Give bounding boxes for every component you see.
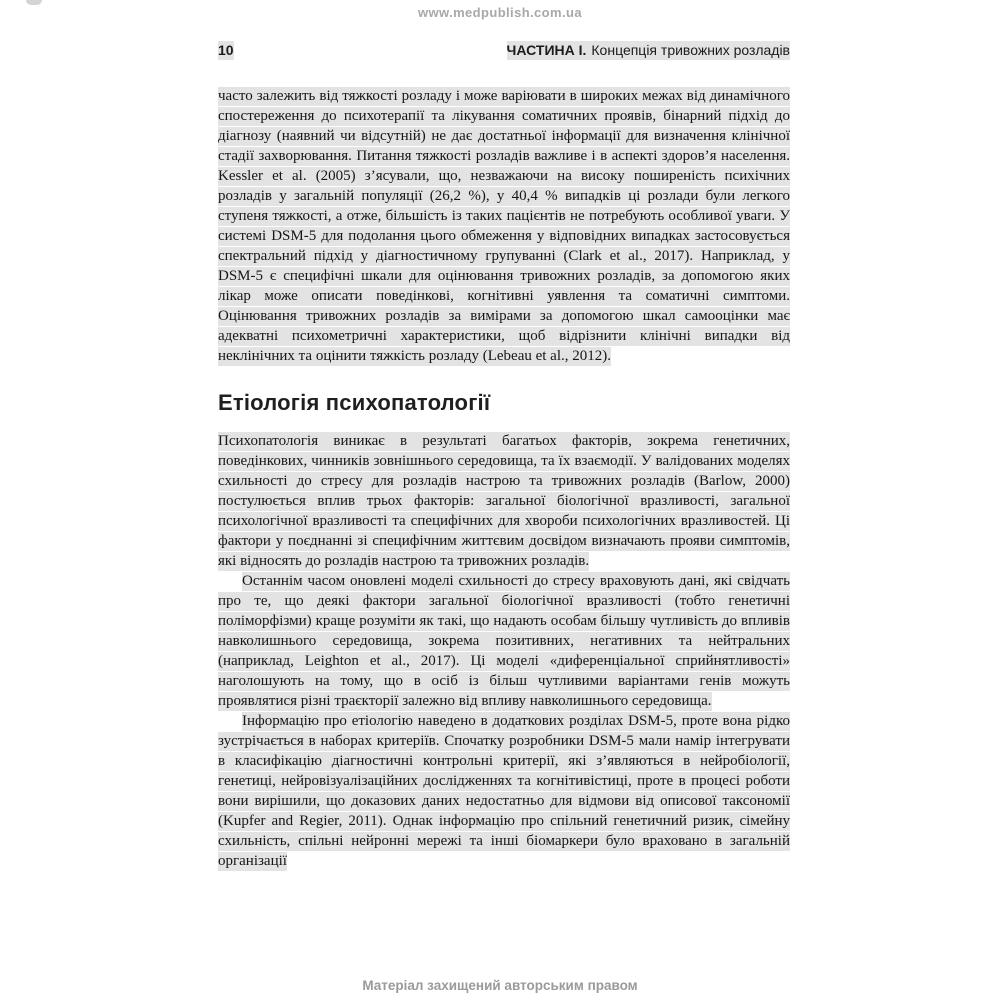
part-label: ЧАСТИНА І. [506, 42, 587, 58]
paragraph-text: часто залежить від тяжкості розладу і може варіювати в широких межах від динамічного спостереження до психотерапії та лікування соматичних проявів, бінарний підхід до діагнозу (наявний чи відсутній) не дає достатньої інформації для визначення клінічної стадії захворювання. Питання тяжкості розладів важливе і в аспекті здоров’я населення. Kessler et al. (2005) з’ясували, що, незважаючи на високу поширеність психічних розладів у загальній популяції (26,2 %), у 40,4 % випадків ці розлади були легкого ступеня тяжкості, а отже, більшість із таких пацієнтів не потребують особливої уваги. У системі DSM-5 для подолання цього обмеження у відповідних випадках застосовується спектральний підхід у діагностичному групуванні (Clark et al., 2017). Наприклад, у DSM-5 є специфічні шкали для оцінювання тривожних розладів, за допомогою яких лікар може описати поведінкові, когнітивні уявлення та соматичні симптоми. Оцінювання тривожних розладів за вимірами за допомогою шкал самооцінки має адекватні психометричні характеристики, щоб відрізнити клінічні випадки від неклінічних та оцінити тяжкість розладу (Lebeau et al., 2012). [218, 88, 790, 364]
paragraph-text: Інформацію про етіологію наведено в додаткових розділах DSM-5, проте вона рідко зустрічається в наборах критеріїв. Спочатку розробники DSM-5 мали намір інтегрувати в класифікацію діагностичні контрольні критерії, які з’являються в нейробіології, генетиці, нейровізуалізаційних дослідженнях та когнітивістиці, проте в процесі роботи вони вирішили, що доказових даних недостатньо для відмови від описової таксономії (Kupfer and Regier, 2011). Однак інформацію про спільний генетичний ризик, сімейну схильність, спільні нейронні мережі та інші біомаркери було враховано в загальній організації [218, 713, 790, 869]
copyright-notice: Матеріал захищений авторським правом [362, 978, 638, 993]
body-paragraph [218, 86, 790, 366]
body-paragraph [218, 571, 790, 711]
paragraph-text: Психопатологія виникає в результаті багатьох факторів, зокрема генетичних, поведінкових, чинників зовнішнього середовища, та їх взаємодії. У валідованих моделях схильності до стресу для розладів настрою та тривожних розладів (Barlow, 2000) постулюється вплив трьох факторів: загальної біологічної вразливості, загальної психологічної вразливості та специфічних для хвороби психологічних вразливостей. Ці фактори у поєднанні зі специфічним життєвим досвідом визначають прояви симптомів, які відносять до розладів настрою та тривожних розладів. [218, 433, 790, 569]
body-paragraph [218, 431, 790, 571]
text-column [218, 86, 790, 871]
running-title [507, 42, 790, 58]
site-watermark: www.medpublish.com.ua [418, 5, 582, 20]
page-header [218, 41, 790, 60]
body-paragraph [218, 711, 790, 871]
paragraph-text: Останнім часом оновлені моделі схильності до стресу враховують дані, які свідчать про те, що деякі фактори загальної біологічної вразливості (тобто генетичні поліморфізми) краще розуміти як такі, що надають особам більшу чутливість до впливів навколишнього середовища, зокрема позитивних, негативних та нейтральних (наприклад, Leighton et al., 2017). Ці моделі «диференціальної сприйнятливості» наголошують на тому, що в осіб із більш чутливими варіантами генів можуть проявлятися різні траєкторії залежно від впливу навколишнього середовища. [218, 573, 790, 709]
page-number: 10 [218, 42, 234, 58]
section-heading: Етіологія психопатології [218, 390, 491, 415]
part-title: Концепція тривожних розладів [591, 42, 790, 58]
